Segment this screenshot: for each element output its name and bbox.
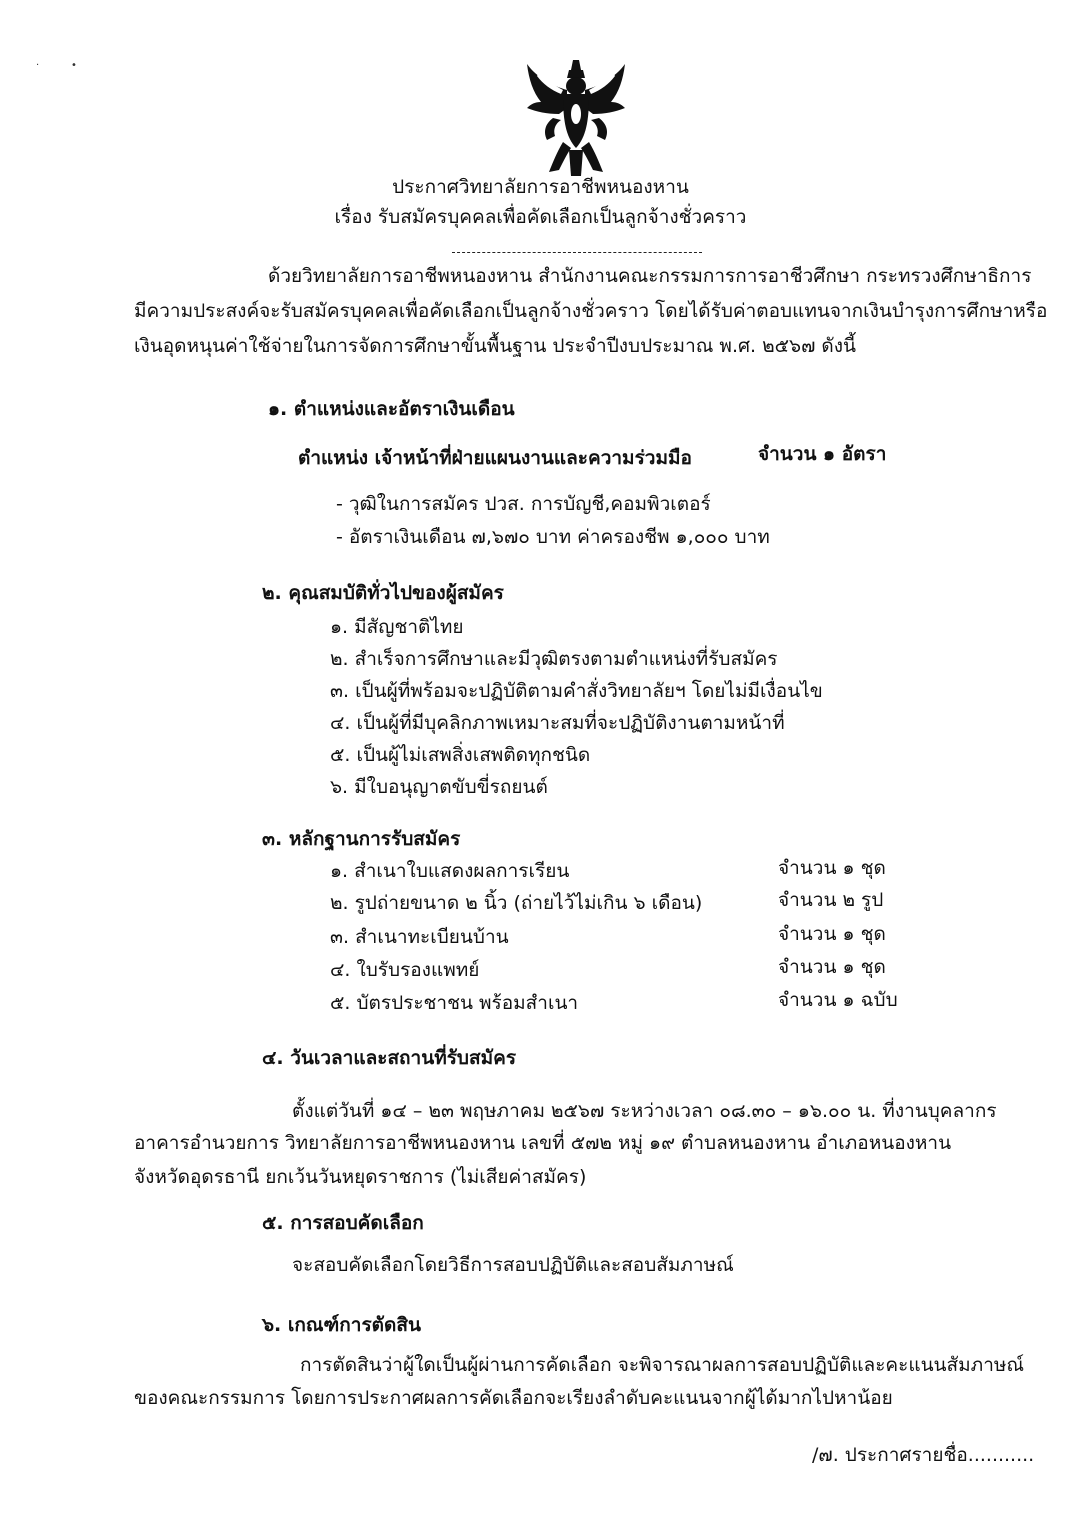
evidence-qty: จำนวน ๑ ชุด	[778, 923, 886, 945]
section-6-heading: ๖. เกณฑ์การตัดสิน	[262, 1314, 421, 1336]
section-2-heading: ๒. คุณสมบัติทั่วไปของผู้สมัคร	[262, 582, 504, 604]
evidence-qty: จำนวน ๒ รูป	[778, 889, 884, 911]
section-3-heading: ๓. หลักฐานการรับสมัคร	[262, 828, 461, 850]
section-4-heading: ๔. วันเวลาและสถานที่รับสมัคร	[262, 1047, 517, 1069]
evidence-qty: จำนวน ๑ ฉบับ	[778, 989, 898, 1011]
section-5-heading: ๕. การสอบคัดเลือก	[262, 1212, 424, 1234]
selection-method-line: จะสอบคัดเลือกโดยวิธีการสอบปฏิบัติและสอบสัมภาษณ์	[292, 1254, 734, 1276]
schedule-line-2: อาคารอำนวยการ วิทยาลัยการอาชีพหนองหาน เลขที่ ๕๗๒ หมู่ ๑๙ ตำบลหนองหาน อำเภอหนองหาน	[134, 1132, 952, 1154]
evidence-qty: จำนวน ๑ ชุด	[778, 956, 886, 978]
evidence-item: ๓. สำเนาทะเบียนบ้าน	[330, 926, 509, 948]
continued-marker: /๗. ประกาศรายชื่อ...........	[812, 1444, 1035, 1466]
list-item: ๑. มีสัญชาติไทย	[330, 616, 464, 638]
position-count: จำนวน ๑ อัตรา	[758, 443, 887, 465]
section-1-heading: ๑. ตำแหน่งและอัตราเงินเดือน	[268, 398, 515, 420]
list-item: ๖. มีใบอนุญาตขับขี่รถยนต์	[330, 776, 548, 798]
evidence-qty: จำนวน ๑ ชุด	[778, 857, 886, 879]
garuda-emblem-icon	[523, 58, 629, 180]
evidence-item: ๕. บัตรประชาชน พร้อมสำเนา	[330, 992, 579, 1014]
intro-line-2: มีความประสงค์จะรับสมัครบุคคลเพื่อคัดเลือกเป็นลูกจ้างชั่วคราว โดยได้รับค่าตอบแทนจากเงินบำรุงการศึกษาหรือ	[134, 300, 1048, 322]
qualification-line: - วุฒิในการสมัคร ปวส. การบัญชี,คอมพิวเตอร์	[336, 493, 711, 515]
evidence-item: ๒. รูปถ่ายขนาด ๒ นิ้ว (ถ่ายไว้ไม่เกิน ๖ เดือน)	[330, 892, 703, 914]
list-item: ๕. เป็นผู้ไม่เสพสิ่งเสพติดทุกชนิด	[330, 744, 591, 766]
list-item: ๓. เป็นผู้ที่พร้อมจะปฏิบัติตามคำสั่งวิทยาลัยฯ โดยไม่มีเงื่อนไข	[330, 680, 823, 702]
intro-line-3: เงินอุดหนุนค่าใช้จ่ายในการจัดการศึกษาขั้นพื้นฐาน ประจำปีงบประมาณ พ.ศ. ๒๕๖๗ ดังนี้	[134, 335, 857, 357]
schedule-line-3: จังหวัดอุดรธานี ยกเว้นวันหยุดราชการ (ไม่เสียค่าสมัคร)	[134, 1166, 587, 1188]
evidence-item: ๔. ใบรับรองแพทย์	[330, 959, 480, 981]
criteria-line-1: การตัดสินว่าผู้ใดเป็นผู้ผ่านการคัดเลือก จะพิจารณาผลการสอบปฏิบัติและคะแนนสัมภาษณ์	[300, 1354, 1025, 1376]
scan-specks: · •	[36, 60, 77, 71]
title-divider	[452, 252, 702, 253]
criteria-line-2: ของคณะกรรมการ โดยการประกาศผลการคัดเลือกจะเรียงลำดับคะแนนจากผู้ได้มากไปหาน้อย	[134, 1387, 893, 1409]
evidence-item: ๑. สำเนาใบแสดงผลการเรียน	[330, 860, 570, 882]
list-item: ๔. เป็นผู้ที่มีบุคลิกภาพเหมาะสมที่จะปฏิบัติงานตามหน้าที่	[330, 712, 785, 734]
salary-line: - อัตราเงินเดือน ๗,๖๗๐ บาท ค่าครองชีพ ๑,๐๐๐ บาท	[336, 526, 770, 548]
position-title: ตำแหน่ง เจ้าหน้าที่ฝ่ายแผนงานและความร่วมมือ	[298, 447, 692, 469]
document-title: ประกาศวิทยาลัยการอาชีพหนองหาน	[392, 176, 689, 198]
document-subject: เรื่อง รับสมัครบุคคลเพื่อคัดเลือกเป็นลูกจ้างชั่วคราว	[334, 206, 747, 228]
schedule-line-1: ตั้งแต่วันที่ ๑๔ – ๒๓ พฤษภาคม ๒๕๖๗ ระหว่างเวลา ๐๘.๓๐ – ๑๖.๐๐ น. ที่งานบุคลากร	[292, 1100, 997, 1122]
list-item: ๒. สำเร็จการศึกษาและมีวุฒิตรงตามตำแหน่งที่รับสมัคร	[330, 648, 778, 670]
intro-line-1: ด้วยวิทยาลัยการอาชีพหนองหาน สำนักงานคณะกรรมการการอาชีวศึกษา กระทรวงศึกษาธิการ	[268, 265, 1032, 287]
